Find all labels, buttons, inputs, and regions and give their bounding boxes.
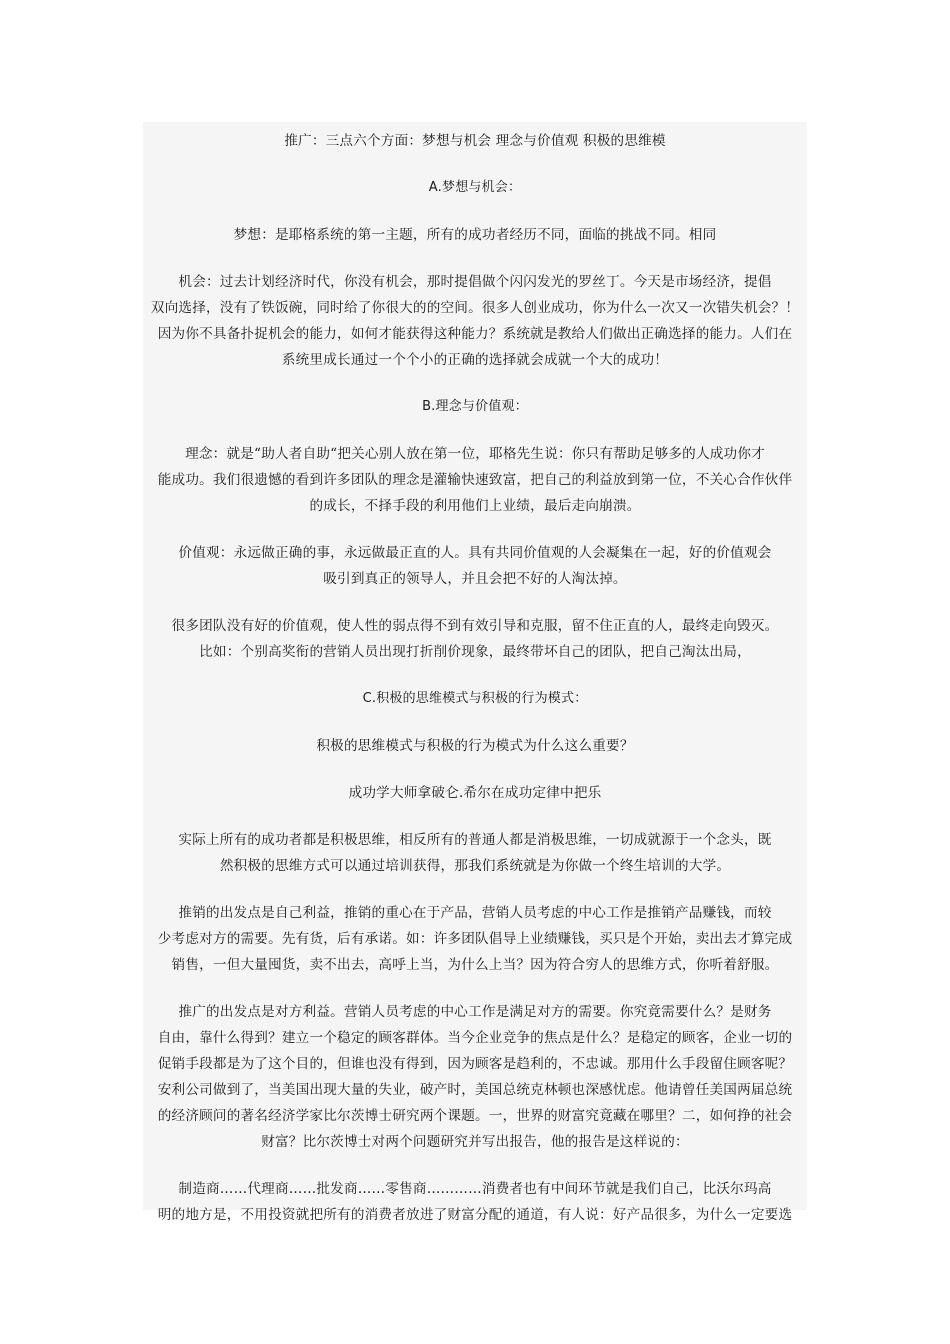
- text-line: 系统里成长通过一个个小的正确的选择就会成就一个大的成功！: [281, 352, 669, 368]
- paragraph-positive-thinking: [147, 827, 803, 879]
- text-line: 的经济顾问的著名经济学家比尔茨博士研究两个课题。一，世界的财富究竟藏在哪里？二，如何挣的社会: [157, 1108, 793, 1124]
- text-line: 推销的出发点是自己利益，推销的重心在于产品，营销人员考虑的中心工作是推销产品赚钱，而较: [178, 905, 772, 921]
- text-line: 安利公司做到了，当美国出现大量的失业，破产时，美国总统克林顿也深感忧虑。他请曾任美国两届总统: [157, 1082, 793, 1098]
- text-line: 梦想：是耶格系统的第一主题，所有的成功者经历不同，面临的挑战不同。相同: [233, 227, 717, 243]
- paragraph-dream: [147, 222, 803, 248]
- paragraph-promotion: [147, 999, 803, 1155]
- text-line: 少考虑对方的需要。先有货，后有承诺。如：许多团队倡导上业绩赚钱，买只是个开始，卖出去才算完成: [157, 931, 793, 947]
- text-line: 实际上所有的成功者都是积极思维，相反所有的普通人都是消极思维，一切成就源于一个念头，既: [178, 832, 772, 848]
- text-line: 机会：过去计划经济时代，你没有机会，那时提倡做个闪闪发光的罗丝丁。今天是市场经济，提倡: [178, 274, 772, 290]
- text-line: 成功学大师拿破仑.希尔在成功定律中把乐: [348, 785, 602, 801]
- text-line: 明的地方是，不用投资就把所有的消费者放进了财富分配的通道，有人说：好产品很多，为什么一定要选: [157, 1207, 793, 1223]
- text-line: A.梦想与机会：: [428, 180, 522, 195]
- text-line: 理念：就是“助人者自助“把关心别人放在第一位，耶格先生说：你只有帮助足够多的人成功你才: [185, 446, 765, 462]
- paragraph-values: [147, 540, 803, 592]
- text-line: 制造商……代理商……批发商……零售商…………消费者也有中间环节就是我们自己，比沃尔玛高: [178, 1181, 772, 1197]
- document-body: [143, 122, 807, 1223]
- text-line: 推广的出发点是对方利益。营销人员考虑的中心工作是满足对方的需要。你究竟需要什么？是财务: [178, 1004, 772, 1020]
- text-line: 销售，一但大量囤货，卖不出去，高呼上当，为什么上当？因为符合穷人的思维方式，你听着舒服。: [171, 957, 779, 973]
- text-line: 积极的思维模式与积极的行为模式为什么这么重要？: [316, 738, 634, 754]
- text-line: C.积极的思维模式与积极的行为模式：: [362, 691, 588, 706]
- paragraph-opportunity: [147, 269, 803, 373]
- text-line: 能成功。我们很遗憾的看到许多团队的理念是灌输快速致富，把自己的利益放到第一位，不关心合作伙伴: [157, 472, 793, 488]
- paragraph-teams-values: [147, 613, 803, 665]
- text-line: 自由，靠什么得到？建立一个稳定的顾客群体。当今企业竞争的焦点是什么？是稳定的顾客，企业一切的: [157, 1030, 793, 1046]
- paragraph-napoleon-hill: [147, 780, 803, 806]
- paragraph-question: [147, 733, 803, 759]
- section-heading-a: [147, 175, 803, 201]
- paragraph-promotion-intro: [147, 128, 803, 154]
- text-line: 促销手段都是为了这个目的，但谁也没有得到，因为顾客是趋利的，不忠诚。那用什么手段留住顾客呢？: [157, 1056, 793, 1072]
- paragraph-supply-chain: [147, 1176, 803, 1228]
- text-line: 财富？比尔茨博士对两个问题研究并写出报告，他的报告是这样说的：: [261, 1134, 689, 1150]
- section-heading-c: [147, 686, 803, 712]
- paragraph-selling: [147, 900, 803, 978]
- text-line: 价值观：永远做正确的事，永远做最正直的人。具有共同价值观的人会凝集在一起，好的价值观会: [178, 545, 772, 561]
- text-line: 吸引到真正的领导人，并且会把不好的人淘汰掉。: [323, 571, 627, 587]
- text-line: 然积极的思维方式可以通过培训获得，那我们系统就是为你做一个终生培训的大学。: [219, 858, 731, 874]
- text-line: 比如：个别高奖衔的营销人员出现打折削价现象，最终带坏自己的团队，把自己淘汰出局，: [199, 644, 751, 660]
- section-heading-b: [147, 394, 803, 420]
- text-line: 因为你不具备扑捉机会的能力，如何才能获得这种能力？系统就是教给人们做出正确选择的能力。人们在: [157, 326, 793, 342]
- text-line: 双向选择，没有了铁饭碗，同时给了你很大的的空间。很多人创业成功，你为什么一次又一次错失机会？！: [150, 300, 800, 316]
- text-line: 推广：三点六个方面：梦想与机会 理念与价值观 积极的思维模: [284, 133, 666, 149]
- text-line: 的成长，不择手段的利用他们上业绩，最后走向崩溃。: [309, 498, 641, 514]
- text-line: 很多团队没有好的价值观，使人性的弱点得不到有效引导和克服，留不住正直的人，最终走向毁灭。: [171, 618, 779, 634]
- paragraph-concept: [147, 441, 803, 519]
- text-line: B.理念与价值观：: [422, 399, 528, 414]
